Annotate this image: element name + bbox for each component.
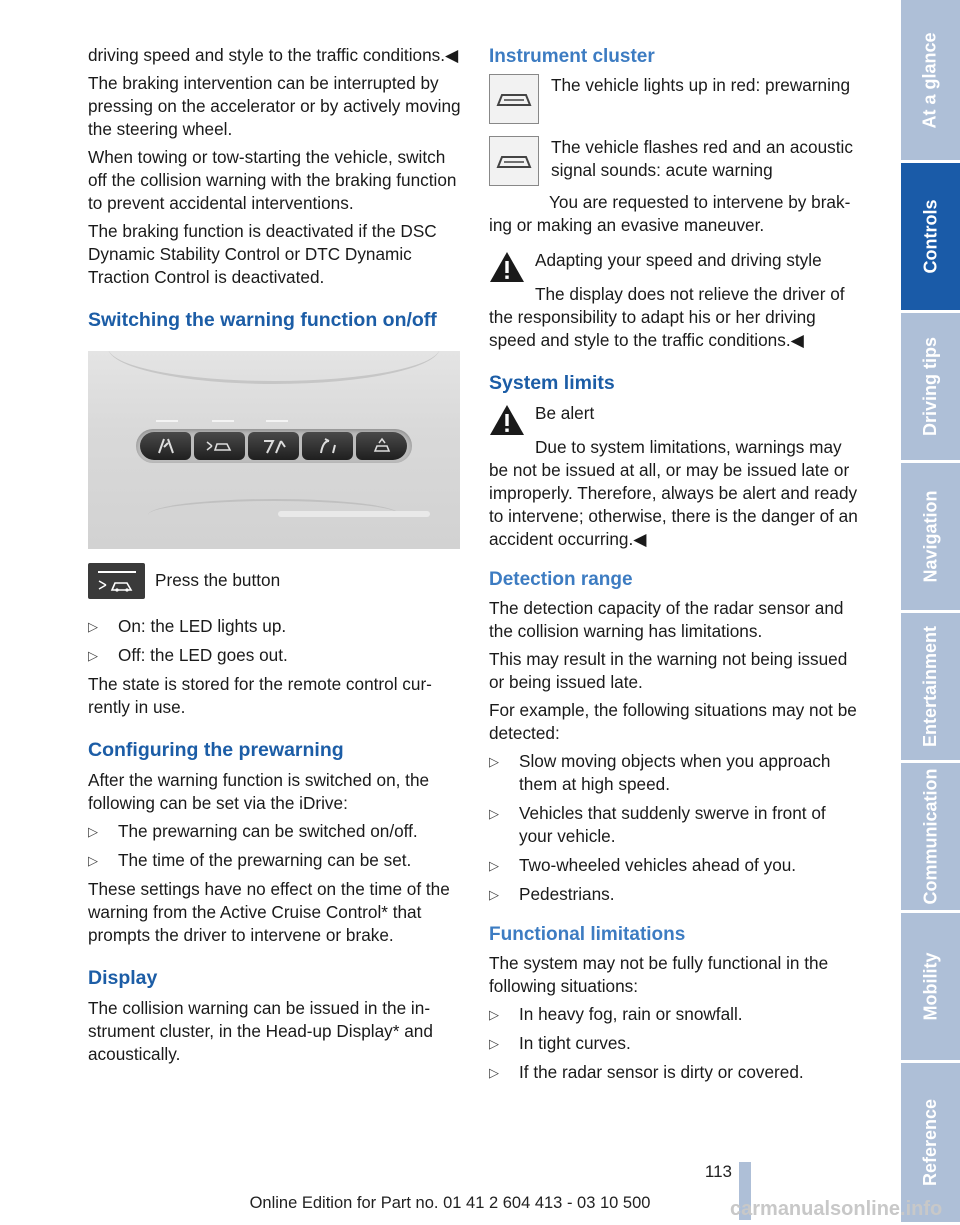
lane-change-button-icon [302,432,353,460]
list-item: ▷ In tight curves. [489,1033,631,1053]
functional-list [489,1003,861,1084]
tab-communication[interactable]: Communication [901,763,960,913]
list-triangle-icon: ▷ [489,1007,499,1022]
acute-warning-text: The vehicle flashes red and an acoustic signal sounds: acute warning [551,137,853,180]
warning-triangle-icon [489,251,525,283]
list-triangle-icon: ▷ [489,858,499,873]
paragraph: The state is stored for the remote control currently in use. [88,674,432,717]
paragraph: The detection capacity of the radar sensor and the collision warning has limitations. [489,598,844,641]
heading-display: Display [88,967,158,989]
intervene-text: You are requested to intervene by braking or making an evasive maneuver. [489,192,851,235]
configure-list [88,820,462,872]
list-triangle-icon: ▷ [489,754,499,769]
night-vision-button-icon [248,432,299,460]
list-triangle-icon: ▷ [88,648,98,663]
prewarning-row [489,74,861,124]
press-button-text: Press the button [155,570,281,590]
list-item: ▷ In heavy fog, rain or snowfall. [489,1004,743,1024]
tab-controls[interactable]: Controls [901,163,960,313]
warning-note-speed [489,249,861,283]
car-warning-icon [489,74,539,124]
warning-triangle-icon [489,404,525,436]
button-panel-photo [88,351,460,549]
list-item: ▷ Pedestrians. [489,884,615,904]
warning-title: Be alert [535,403,595,423]
tab-at-a-glance[interactable]: At a glance [901,0,960,163]
paragraph: When towing or tow-starting the vehicle, switch off the collision warning with the braking function to prevent accidental interventions. [88,147,457,213]
list-triangle-icon: ▷ [88,619,98,634]
chapter-tabs [901,0,960,1222]
list-triangle-icon: ▷ [489,887,499,902]
left-column [88,44,462,1071]
list-triangle-icon: ▷ [489,806,499,821]
paragraph: driving speed and style to the traffic conditions.◀ [88,45,459,65]
heading-configuring: Configuring the prewarning [88,739,344,761]
heading-instrument-cluster: Instrument cluster [489,46,655,67]
paragraph: These settings have no effect on the time of the warning from the Active Cruise Control* that prompts the driver to intervene or brake. [88,879,450,945]
warning-title: Adapting your speed and driving style [535,250,822,270]
heading-system-limits: System limits [489,372,615,394]
list-triangle-icon: ▷ [88,824,98,839]
paragraph: The collision warning can be issued in the instrument cluster, in the Head-up Display* and acoustically. [88,998,433,1064]
paragraph: The braking function is deactivated if the DSC Dynamic Stability Control or DTC Dynamic Traction Control is deactivated. [88,221,437,287]
list-item: ▷ Slow moving objects when you approach them at high speed. [489,751,831,794]
detection-list [489,750,861,906]
paragraph: This may result in the warning not being issued or being issued late. [489,649,848,692]
list-item: ▷ The prewarning can be switched on/off. [88,821,418,841]
footer-edition: Online Edition for Part no. 01 41 2 604 413 - 03 10 500 [249,1194,651,1212]
collision-warning-button-icon [194,432,245,460]
heading-switching: Switching the warning function on/off [88,309,437,331]
page-number: 113 [704,1162,732,1181]
collision-warning-button-icon [88,563,145,599]
paragraph: For example, the following situations may not be detected: [489,700,857,743]
list-item: ▷ Two-wheeled vehicles ahead of you. [489,855,797,875]
warning-note-alert [489,402,861,436]
acute-warning-row [489,136,861,187]
watermark: carmanualsonline.info [730,1198,943,1220]
warning-text: The display does not relieve the driver of the responsibility to adapt his or her driving speed and style to the traffic conditions.◀ [489,284,845,350]
warning-text: Due to system limitations, warnings may be not be issued at all, or may be issued late or improperly. Therefore, always be alert and ready to intervene; otherwise, there is the danger of an accident occurring.◀ [489,437,858,549]
right-column [489,44,861,1090]
tab-driving-tips[interactable]: Driving tips [901,313,960,463]
paragraph: After the warning function is switched on, the following can be set via the iDrive: [88,770,430,813]
press-button-row [88,563,462,599]
list-triangle-icon: ▷ [489,1036,499,1051]
parking-assist-button-icon [356,432,407,460]
tab-mobility[interactable]: Mobility [901,913,960,1063]
paragraph: The system may not be fully functional in the following situations: [489,953,829,996]
lane-departure-button-icon [140,432,191,460]
list-item: ▷ The time of the prewarning can be set. [88,850,412,870]
list-item: ▷ On: the LED lights up. [88,616,287,636]
car-warning-icon [489,136,539,186]
tab-navigation[interactable]: Navigation [901,463,960,613]
heading-detection-range: Detection range [489,569,633,590]
list-item: ▷ Vehicles that suddenly swerve in front of your vehicle. [489,803,826,846]
list-item: ▷ If the radar sensor is dirty or covered. [489,1062,804,1082]
heading-functional-limitations: Functional limitations [489,924,686,945]
tab-reference[interactable]: Reference [901,1063,960,1225]
list-triangle-icon: ▷ [88,853,98,868]
list-item: ▷ Off: the LED goes out. [88,645,288,665]
tab-entertainment[interactable]: Entertainment [901,613,960,763]
switch-list [88,615,462,667]
paragraph: The braking intervention can be interrupted by pressing on the accelerator or by actively moving the steering wheel. [88,73,461,139]
list-triangle-icon: ▷ [489,1065,499,1080]
prewarning-text: The vehicle lights up in red: prewarning [551,75,851,95]
